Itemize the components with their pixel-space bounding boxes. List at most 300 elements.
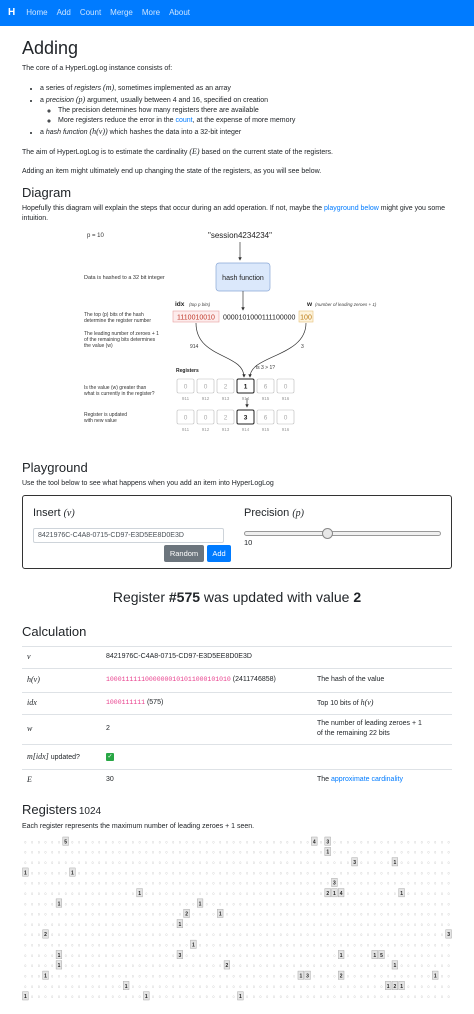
register-cell: 0 <box>178 871 181 876</box>
register-cell: 1 <box>333 891 336 898</box>
nav-about[interactable]: About <box>169 8 190 18</box>
register-cell: 0 <box>373 974 376 979</box>
diagram-register-after-index: 915 <box>261 426 270 432</box>
register-cell: 0 <box>225 881 228 886</box>
register-cell: 0 <box>373 871 376 876</box>
register-cell: 0 <box>31 840 34 845</box>
text: Precision <box>244 507 290 520</box>
register-cell: 0 <box>427 954 430 959</box>
register-cell: 0 <box>340 964 343 969</box>
register-cell: 0 <box>420 933 423 938</box>
register-cell: 0 <box>98 943 101 948</box>
register-cell: 0 <box>239 892 242 897</box>
register-cell: 0 <box>299 985 302 990</box>
register-cell: 0 <box>192 840 195 845</box>
register-cell: 0 <box>279 871 282 876</box>
register-cell: 0 <box>434 985 437 990</box>
register-cell: 0 <box>78 974 81 979</box>
register-cell: 0 <box>306 923 309 928</box>
register-cell: 0 <box>158 871 161 876</box>
register-cell: 0 <box>286 954 289 959</box>
register-cell: 0 <box>199 861 202 866</box>
register-cell: 0 <box>360 850 363 855</box>
register-cell: 0 <box>440 995 443 1000</box>
register-cell: 0 <box>158 985 161 990</box>
register-cell: 0 <box>414 850 417 855</box>
main-content <box>0 38 474 1001</box>
nav-add[interactable]: Add <box>56 8 71 18</box>
register-cell: 0 <box>178 902 181 907</box>
register-cell: 0 <box>37 861 40 866</box>
register-cell: 0 <box>78 943 81 948</box>
register-cell: 0 <box>400 964 403 969</box>
add-button[interactable]: Add <box>207 545 231 562</box>
insert-input[interactable] <box>33 528 224 543</box>
register-cell: 0 <box>313 943 316 948</box>
register-cell: 0 <box>105 943 107 948</box>
diagram-register-before-index: 916 <box>281 395 290 401</box>
register-cell: 0 <box>31 902 34 907</box>
adding-note: Adding an item might ultimately end up changing the state of the registers, as you will see below. <box>22 167 322 175</box>
register-cell: 0 <box>320 861 322 866</box>
register-cell: 0 <box>44 892 47 897</box>
register-cell: 0 <box>252 912 255 917</box>
register-cell: 0 <box>98 912 101 917</box>
register-cell: 0 <box>91 995 94 1000</box>
register-cell: 0 <box>91 943 94 948</box>
register-cell: 0 <box>367 923 369 928</box>
register-cell: 0 <box>246 892 249 897</box>
register-cell: 1 <box>238 994 242 1001</box>
register-cell: 0 <box>447 995 450 1000</box>
register-cell: 0 <box>313 881 316 886</box>
register-cell: 0 <box>178 933 181 938</box>
register-cell: 0 <box>199 943 202 948</box>
register-cell: 0 <box>172 943 175 948</box>
nav-merge[interactable]: Merge <box>110 8 133 18</box>
precision-slider-thumb[interactable] <box>322 528 333 539</box>
register-cell: 0 <box>380 871 383 876</box>
register-cell: 0 <box>232 923 235 928</box>
register-cell: 0 <box>427 974 430 979</box>
register-cell: 0 <box>105 840 107 845</box>
text: More registers reduce the error in the <box>58 117 176 125</box>
register-cell: 0 <box>232 892 235 897</box>
register-cell: 1 <box>23 870 27 877</box>
register-cell: 0 <box>57 912 60 917</box>
hash-decimal: (2411746858) <box>230 676 276 684</box>
register-cell: 0 <box>165 943 168 948</box>
register-cell: 0 <box>252 850 255 855</box>
register-cell: 0 <box>387 902 390 907</box>
register-cell: 0 <box>37 943 40 948</box>
register-cell: 0 <box>279 892 282 897</box>
registers-label: Registers <box>176 367 199 374</box>
register-cell: 0 <box>340 850 343 855</box>
register-cell: 0 <box>252 861 255 866</box>
register-cell: 0 <box>158 923 161 928</box>
brand-logo[interactable]: H <box>8 6 16 18</box>
cell-symbol <box>22 714 101 744</box>
register-cell: 0 <box>447 892 450 897</box>
register-cell: 0 <box>118 995 121 1000</box>
register-cell: 0 <box>78 840 81 845</box>
register-cell: 0 <box>299 881 302 886</box>
register-cell: 0 <box>252 943 255 948</box>
register-cell: 0 <box>111 892 114 897</box>
register-cell: 1 <box>178 922 182 929</box>
register-cell: 0 <box>279 840 282 845</box>
sublist-item <box>58 116 452 126</box>
register-cell: 0 <box>91 954 94 959</box>
register-cell: 0 <box>380 974 383 979</box>
register-cell: 0 <box>447 861 450 866</box>
calculation-table <box>22 646 452 792</box>
nav-home[interactable]: Home <box>26 8 48 18</box>
register-cell: 0 <box>64 943 67 948</box>
register-cell: 0 <box>64 892 67 897</box>
register-cell: 0 <box>414 933 417 938</box>
register-cell: 0 <box>51 923 54 928</box>
register-cell: 0 <box>333 912 336 917</box>
register-cell: 0 <box>326 954 329 959</box>
register-cell: 0 <box>252 964 255 969</box>
register-cell: 0 <box>440 974 443 979</box>
register-cell: 0 <box>367 954 369 959</box>
register-cell: 0 <box>414 881 417 886</box>
register-cell: 0 <box>205 923 208 928</box>
random-button[interactable]: Random <box>164 545 204 562</box>
register-cell: 0 <box>44 902 47 907</box>
register-cell: 0 <box>326 943 329 948</box>
register-cell: 0 <box>380 902 383 907</box>
register-cell: 0 <box>279 912 282 917</box>
register-cell: 0 <box>98 861 101 866</box>
register-cell: 0 <box>266 861 269 866</box>
register-cell: 0 <box>152 923 154 928</box>
w-sub: (number of leading zeroes + 1) <box>315 301 377 307</box>
register-cell: 0 <box>252 954 255 959</box>
register-cell: 1 <box>191 942 195 949</box>
register-cell: 0 <box>51 954 54 959</box>
register-cell: 0 <box>205 964 208 969</box>
text: Insert <box>33 507 61 520</box>
register-cell: 0 <box>286 985 289 990</box>
register-cell: 0 <box>367 912 369 917</box>
register-cell: 0 <box>24 923 27 928</box>
register-cell: 0 <box>71 985 74 990</box>
register-cell: 0 <box>138 974 141 979</box>
register-cell: 0 <box>252 840 255 845</box>
register-cell: 0 <box>246 881 249 886</box>
register-cell: 0 <box>360 954 363 959</box>
cardinality-link[interactable]: approximate cardinality <box>331 776 403 784</box>
register-cell: 0 <box>199 954 202 959</box>
register-cell: 0 <box>279 964 282 969</box>
register-cell: 0 <box>393 943 396 948</box>
register-cell: 0 <box>367 964 369 969</box>
register-cell: 0 <box>57 995 60 1000</box>
register-cell: 0 <box>353 902 356 907</box>
register-cell: 0 <box>31 995 34 1000</box>
diagram-desc <box>22 204 452 224</box>
register-cell: 0 <box>91 964 94 969</box>
text: a series of <box>40 84 75 92</box>
register-cell: 0 <box>158 995 161 1000</box>
register-cell: 0 <box>259 923 262 928</box>
register-cell: 0 <box>165 881 168 886</box>
register-cell: 0 <box>212 995 215 1000</box>
register-cell: 0 <box>24 974 27 979</box>
register-cell: 0 <box>78 861 81 866</box>
register-cell: 2 <box>393 984 397 991</box>
register-cell: 0 <box>326 923 329 928</box>
w-bits: 100 <box>300 314 312 322</box>
register-cell: 0 <box>313 933 316 938</box>
register-cell: 0 <box>78 923 81 928</box>
register-cell: 1 <box>71 870 74 877</box>
register-cell: 0 <box>205 840 208 845</box>
register-cell: 0 <box>165 871 168 876</box>
register-cell: 0 <box>158 964 161 969</box>
register-cell: 0 <box>78 892 81 897</box>
register-cell: 0 <box>400 912 403 917</box>
register-cell: 0 <box>37 933 40 938</box>
register-cell: 0 <box>131 912 134 917</box>
text: a <box>40 96 46 104</box>
register-cell: 0 <box>427 933 430 938</box>
register-cell: 0 <box>84 881 87 886</box>
diagram-register-before-index: 913 <box>221 395 230 401</box>
register-cell: 0 <box>252 923 255 928</box>
register-cell: 0 <box>440 923 443 928</box>
register-cell: 0 <box>51 840 54 845</box>
register-cell: 0 <box>360 974 363 979</box>
register-cell: 0 <box>64 912 67 917</box>
register-cell: 0 <box>205 912 208 917</box>
register-cell: 0 <box>414 912 417 917</box>
register-cell: 0 <box>78 912 81 917</box>
register-cell: 0 <box>24 850 27 855</box>
register-cell: 0 <box>427 995 430 1000</box>
register-cell: 0 <box>420 964 423 969</box>
nav-more[interactable]: More <box>141 8 161 18</box>
register-cell: 0 <box>440 943 443 948</box>
table-row <box>22 744 452 769</box>
register-cell: 0 <box>266 995 269 1000</box>
register-cell: 0 <box>353 892 356 897</box>
register-cell: 0 <box>145 840 148 845</box>
register-cell: 0 <box>414 964 417 969</box>
register-cell: 0 <box>340 871 343 876</box>
register-cell: 0 <box>272 912 275 917</box>
register-cell: 0 <box>152 861 154 866</box>
register-cell: 0 <box>51 892 54 897</box>
register-cell: 0 <box>111 943 114 948</box>
list-item-hash <box>40 126 452 138</box>
register-cell: 0 <box>380 881 383 886</box>
register-cell: 0 <box>138 933 141 938</box>
register-cell: 0 <box>420 943 423 948</box>
register-cell: 0 <box>105 933 107 938</box>
register-cell: 0 <box>118 954 121 959</box>
text: of the remaining 22 bits <box>317 730 390 738</box>
register-cell: 0 <box>266 985 269 990</box>
register-cell: 0 <box>326 861 329 866</box>
idx-bits: 1000111111 <box>106 699 146 707</box>
register-cell: 0 <box>152 881 154 886</box>
register-cell: 0 <box>306 912 309 917</box>
register-cell: 0 <box>427 840 430 845</box>
hash-note: Data is hashed to a 32 bit integer <box>84 274 165 281</box>
precision-slider[interactable] <box>244 531 441 536</box>
register-cell: 0 <box>131 964 134 969</box>
register-cell: 0 <box>192 933 195 938</box>
register-cell: 0 <box>414 923 417 928</box>
register-cell: 0 <box>380 850 383 855</box>
register-cell: 0 <box>414 943 417 948</box>
register-cell: 2 <box>326 891 330 898</box>
register-cell: 0 <box>239 861 242 866</box>
register-cell: 0 <box>326 902 329 907</box>
text: , at the expense of more memory <box>192 117 296 125</box>
register-cell: 0 <box>71 912 74 917</box>
register-cell: 0 <box>393 933 396 938</box>
register-cell: 0 <box>447 985 450 990</box>
count-link[interactable]: count <box>175 117 193 125</box>
register-cell: 0 <box>440 840 443 845</box>
register-cell: 0 <box>118 871 121 876</box>
register-cell: 0 <box>37 974 40 979</box>
register-cell: 0 <box>306 840 309 845</box>
register-cell: 0 <box>57 974 60 979</box>
register-cell: 1 <box>299 973 303 980</box>
register-cell: 0 <box>125 933 128 938</box>
register-cell: 0 <box>299 912 302 917</box>
register-cell: 0 <box>360 881 363 886</box>
register-cell: 0 <box>299 923 302 928</box>
register-cell: 0 <box>185 995 188 1000</box>
hash-box-label: hash function <box>222 274 264 282</box>
register-cell: 0 <box>138 923 141 928</box>
register-cell: 0 <box>420 974 423 979</box>
register-cell: 0 <box>111 840 114 845</box>
register-cell: 0 <box>387 892 390 897</box>
register-cell: 0 <box>272 943 275 948</box>
register-cell: 0 <box>353 881 356 886</box>
table-row <box>22 646 452 668</box>
register-cell: 0 <box>152 871 154 876</box>
register-cell: 0 <box>239 923 242 928</box>
register-cell: 0 <box>131 861 134 866</box>
register-cell: 0 <box>145 861 148 866</box>
register-cell: 0 <box>232 840 235 845</box>
register-cell: 0 <box>239 964 242 969</box>
playground-link[interactable]: playground below <box>323 205 379 213</box>
diagram-register-before-value: 0 <box>203 383 208 391</box>
register-cell: 0 <box>414 985 417 990</box>
register-cell: 0 <box>440 850 443 855</box>
register-cell: 0 <box>266 902 269 907</box>
register-cell: 0 <box>346 954 349 959</box>
register-cell: 0 <box>37 923 40 928</box>
register-cell: 0 <box>111 912 114 917</box>
register-cell: 0 <box>64 850 67 855</box>
register-cell: 0 <box>393 892 396 897</box>
sublist-item: ◦ The precision determines how many registers there are available <box>58 106 452 116</box>
math-e: (E) <box>189 147 200 157</box>
register-cell: 0 <box>165 840 168 845</box>
register-cell: 0 <box>400 881 403 886</box>
diagram-register-before-value: 0 <box>283 383 288 391</box>
register-cell: 0 <box>57 840 60 845</box>
register-cell: 0 <box>219 933 222 938</box>
register-cell: 0 <box>440 892 443 897</box>
register-cell: 0 <box>387 923 390 928</box>
register-cell: 0 <box>57 923 60 928</box>
register-cell: 0 <box>353 912 356 917</box>
playground-heading: Playground <box>22 459 88 475</box>
register-cell: 0 <box>286 995 289 1000</box>
register-cell: 0 <box>152 954 154 959</box>
register-cell: 0 <box>111 933 114 938</box>
register-cell: 0 <box>326 964 329 969</box>
register-cell: 0 <box>353 995 356 1000</box>
register-cell: 0 <box>360 985 363 990</box>
register-cell: 0 <box>320 871 322 876</box>
register-cell: 0 <box>320 943 322 948</box>
register-cell: 0 <box>172 850 175 855</box>
register-cell: 0 <box>118 892 121 897</box>
register-cell: 0 <box>353 943 356 948</box>
register-cell: 0 <box>125 912 128 917</box>
register-cell: 0 <box>225 871 228 876</box>
text: The number of leading zeroes + 1 <box>317 720 422 728</box>
cell-value: 8421976C-C4A8-0715-CD97-E3D5EE8D0E3D <box>101 646 312 668</box>
register-cell: 0 <box>266 892 269 897</box>
register-cell: 0 <box>299 840 302 845</box>
register-cell: 0 <box>299 892 302 897</box>
register-cell: 0 <box>447 871 450 876</box>
register-cell: 0 <box>420 912 423 917</box>
register-cell: 0 <box>333 985 336 990</box>
register-cell: 0 <box>71 995 74 1000</box>
register-cell: 0 <box>407 871 410 876</box>
register-cell: 0 <box>340 840 343 845</box>
register-cell: 0 <box>165 985 168 990</box>
register-cell: 0 <box>111 861 114 866</box>
register-cell: 0 <box>212 964 215 969</box>
register-cell: 0 <box>51 861 54 866</box>
register-cell: 0 <box>387 964 390 969</box>
register-cell: 0 <box>326 985 329 990</box>
register-cell: 0 <box>393 912 396 917</box>
register-cell: 0 <box>299 954 302 959</box>
register-cell: 0 <box>84 985 87 990</box>
term-hash-function: hash function <box>45 129 88 137</box>
register-cell: 1 <box>124 984 128 991</box>
register-cell: 0 <box>118 943 121 948</box>
register-cell: 0 <box>279 933 282 938</box>
register-cell: 0 <box>212 840 215 845</box>
register-cell: 0 <box>57 871 60 876</box>
register-cell: 0 <box>44 923 47 928</box>
register-cell: 0 <box>71 974 74 979</box>
nav-count[interactable]: Count <box>79 8 102 18</box>
math-hv: (h(v)) <box>89 127 108 137</box>
register-cell: 0 <box>131 881 134 886</box>
register-cell: 0 <box>232 861 235 866</box>
